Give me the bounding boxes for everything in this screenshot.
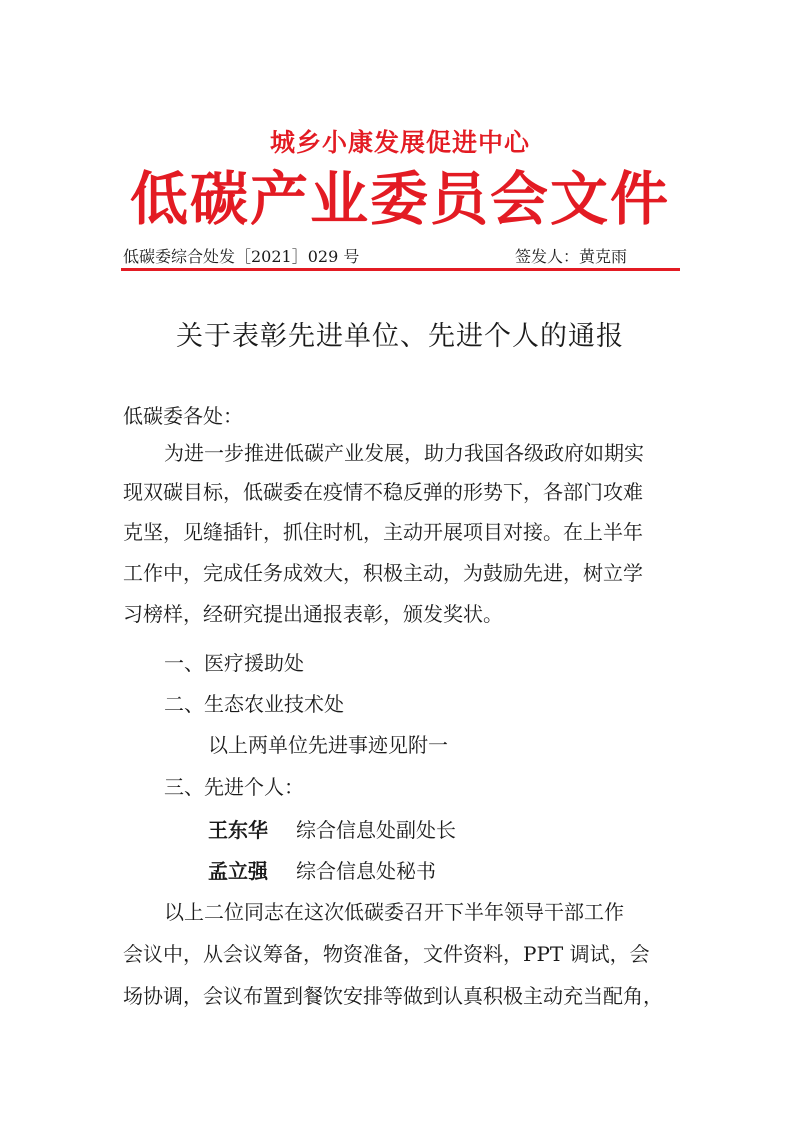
paragraph-2-line-1: 以上二位同志在这次低碳委召开下半年领导干部工作 xyxy=(164,900,624,924)
issuing-organization: 城乡小康发展促进中心 xyxy=(269,128,530,157)
paragraph-1-line-5: 习榜样，经研究提出通报表彰，颁发奖状。 xyxy=(123,602,503,626)
list-item-1: 一、医疗援助处 xyxy=(164,651,304,675)
person-1-title: 综合信息处副处长 xyxy=(296,818,456,842)
person-1-name: 王东华 xyxy=(208,818,268,842)
person-2-title: 综合信息处秘书 xyxy=(296,859,436,883)
list-item-2-note: 以上两单位先进事迹见附一 xyxy=(208,733,448,757)
signer-name: 黄克雨 xyxy=(579,247,628,266)
document-header-title: 低碳产业委员会文件 xyxy=(129,165,670,233)
paragraph-1-line-2: 现双碳目标，低碳委在疫情不稳反弹的形势下，各部门攻难 xyxy=(123,480,643,504)
salutation: 低碳委各处： xyxy=(123,404,243,428)
paragraph-1-line-3: 克坚，见缝插针，抓住时机，主动开展项目对接。在上半年 xyxy=(123,520,643,544)
list-item-2: 二、生态农业技术处 xyxy=(164,692,344,716)
signer-label: 签发人： xyxy=(515,247,580,266)
paragraph-1-line-4: 工作中，完成任务成效大，积极主动，为鼓励先进，树立学 xyxy=(123,561,643,585)
notice-title: 关于表彰先进单位、先进个人的通报 xyxy=(176,321,624,352)
red-divider-line xyxy=(121,268,680,271)
paragraph-2-line-2: 会议中，从会议筹备，物资准备，文件资料，PPT 调试，会 xyxy=(123,942,650,966)
document-number: 低碳委综合处发［2021］029 号 xyxy=(123,247,360,266)
person-2-name: 孟立强 xyxy=(208,859,268,883)
list-item-3: 三、先进个人： xyxy=(164,775,304,799)
paragraph-1-line-1: 为进一步推进低碳产业发展，助力我国各级政府如期实 xyxy=(164,441,644,465)
paragraph-2-line-3: 场协调，会议布置到餐饮安排等做到认真积极主动充当配角， xyxy=(123,984,663,1008)
signer-line xyxy=(515,244,627,267)
